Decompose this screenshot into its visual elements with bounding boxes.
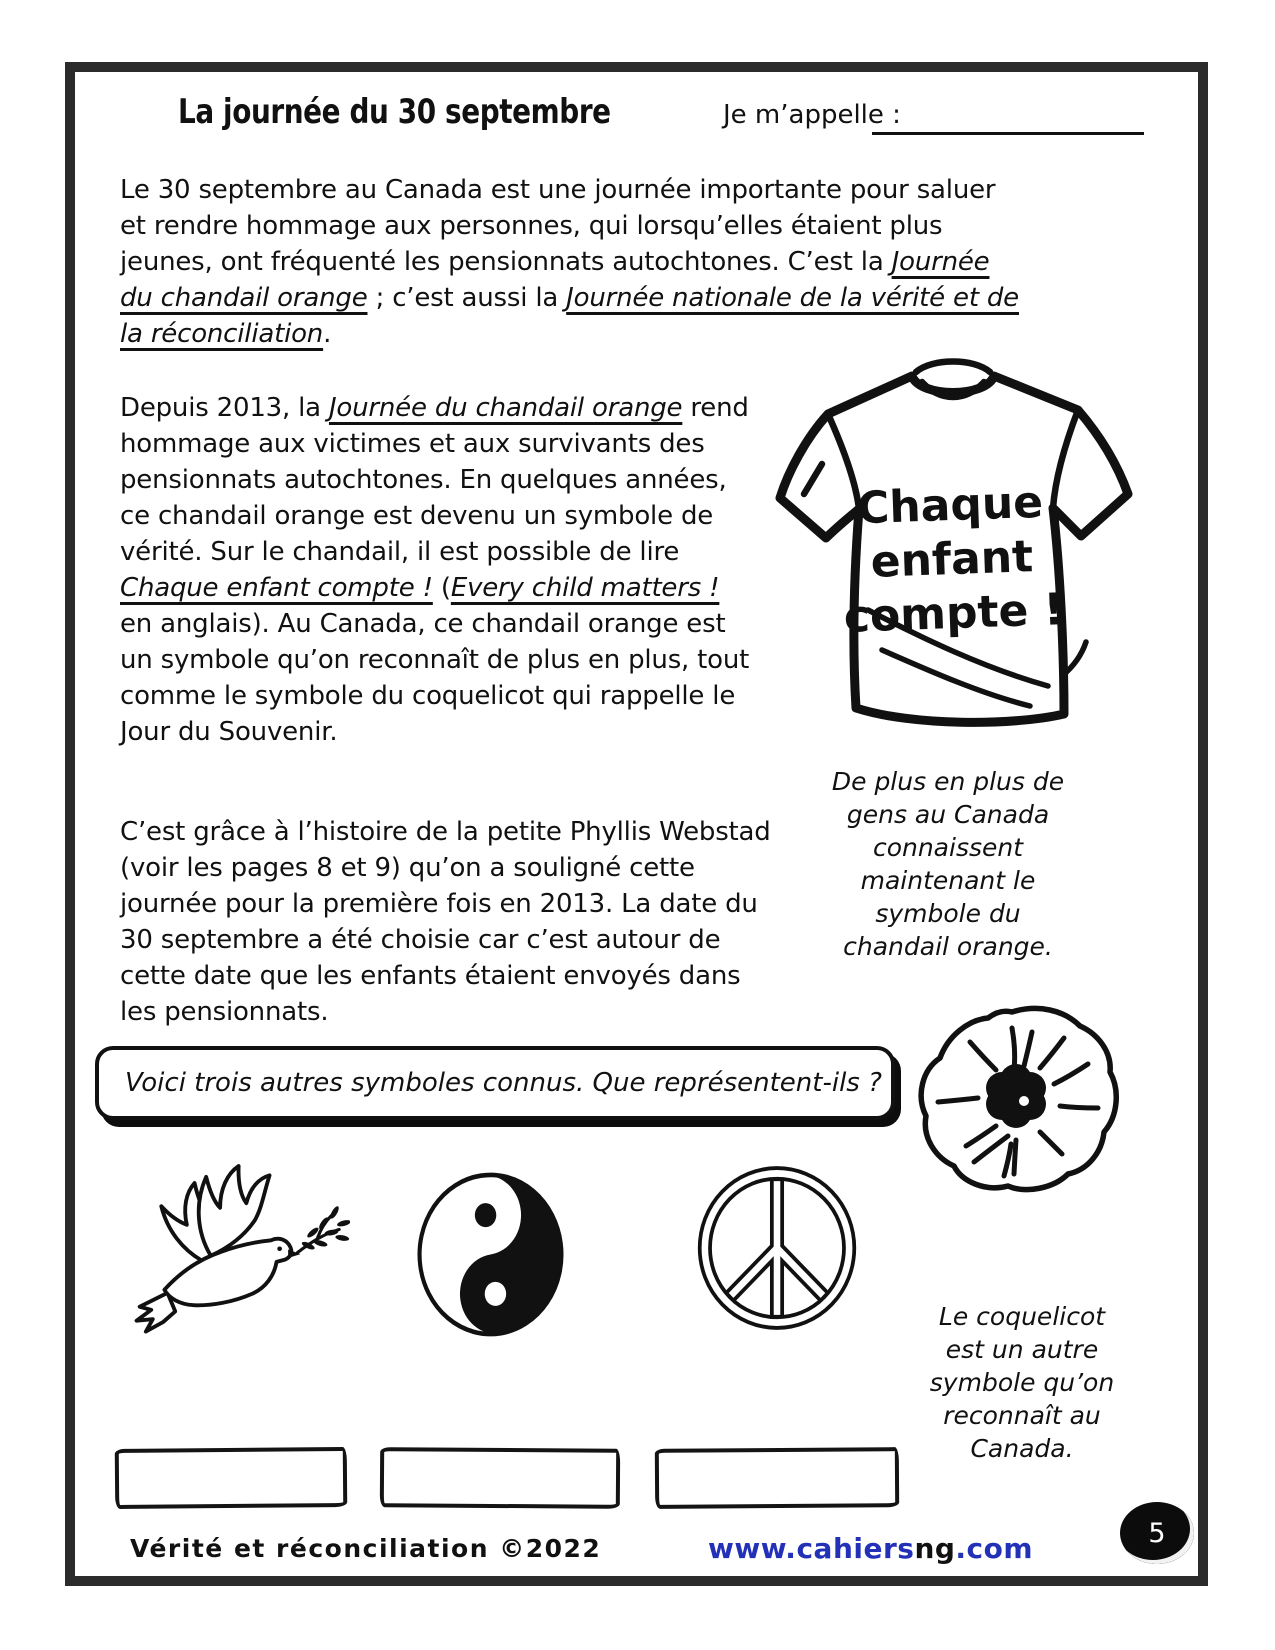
- question-box-text: Voici trois autres symboles connus. Que représentent-ils ?: [125, 1068, 882, 1098]
- body-segment-emphasis: Every child matters !: [450, 573, 720, 603]
- url-brand: ng: [914, 1532, 956, 1565]
- intro-segment-emphasis: Journée nationale de la vérité et de la réconciliation: [120, 283, 1019, 349]
- intro-paragraph: [120, 172, 1025, 352]
- page-number: 5: [1148, 1517, 1166, 1549]
- shirt-slogan-line3: compte !: [843, 584, 1065, 643]
- poppy-icon: [912, 1002, 1124, 1200]
- footer-credit: [130, 1534, 601, 1563]
- body-segment: rend hommage aux victimes et aux survivants des pensionnats autochtones. En quelques années, ce chandail orange est devenu un symbole de vérité. Sur le chandail, il est possible de lire: [120, 393, 749, 567]
- page-title: La journée du 30 septembre: [178, 92, 611, 132]
- body-segment: en anglais). Au Canada, ce chandail orange est un symbole qu’on reconnaît de plus en plus, tout comme le symbole du coquelicot qui rappelle le Jour du Souvenir.: [120, 609, 750, 747]
- body-segment: Depuis 2013, la: [120, 393, 329, 423]
- body-segment-emphasis: Journée du chandail orange: [328, 393, 683, 423]
- question-box: [95, 1046, 895, 1120]
- answer-box-dove[interactable]: [115, 1447, 348, 1509]
- body-segment: (: [432, 573, 451, 603]
- intro-segment: ; c’est aussi la: [367, 283, 567, 313]
- dove-with-olive-branch-icon: [118, 1148, 350, 1348]
- shirt-slogan-line1: Chaque: [856, 476, 1044, 535]
- answer-box-peace[interactable]: [655, 1447, 899, 1509]
- intro-segment: Le 30 septembre au Canada est une journée importante pour saluer et rendre hommage aux personnes, qui lorsqu’elles étaient plus jeunes, ont fréquenté les pensionnats autochtones. C’est la: [120, 175, 996, 277]
- poppy-caption: Le coquelicot est un autre symbole qu’on reconnaît au Canada.: [929, 1302, 1115, 1463]
- intro-segment: .: [323, 319, 332, 349]
- body-segment-emphasis: Chaque enfant compte !: [120, 573, 433, 603]
- intro-segment-emphasis: Journée du chandail orange: [120, 247, 990, 313]
- footer-copyright: ©2022: [499, 1534, 602, 1563]
- name-blank-line[interactable]: [872, 102, 1144, 135]
- answer-box-yin-yang[interactable]: [380, 1447, 620, 1509]
- name-label: Je m’appelle :: [723, 100, 901, 130]
- footer-url-link[interactable]: [708, 1532, 1033, 1565]
- yin-yang-icon: [408, 1162, 573, 1347]
- history-paragraph: C’est grâce à l’histoire de la petite Phyllis Webstad (voir les pages 8 et 9) qu’on a souligné cette journée pour la première fois en 2013. La date du 30 septembre a été choisie car c’est autour de cette date que les enfants étaient envoyés dans les pensionnats.: [120, 817, 771, 1027]
- orange-shirt-illustration: [762, 342, 1138, 762]
- shirt-caption: De plus en plus de gens au Canada connaissent maintenant le symbole du chandail orange.: [831, 767, 1065, 961]
- url-prefix: www.cahiers: [708, 1532, 915, 1565]
- peace-sign-icon: [688, 1156, 866, 1340]
- page-number-badge: [1120, 1502, 1194, 1564]
- body-paragraph: [120, 390, 752, 750]
- shirt-slogan-line2: enfant: [869, 531, 1034, 588]
- url-suffix: .com: [955, 1532, 1034, 1565]
- footer-credit-text: Vérité et réconciliation: [130, 1534, 490, 1563]
